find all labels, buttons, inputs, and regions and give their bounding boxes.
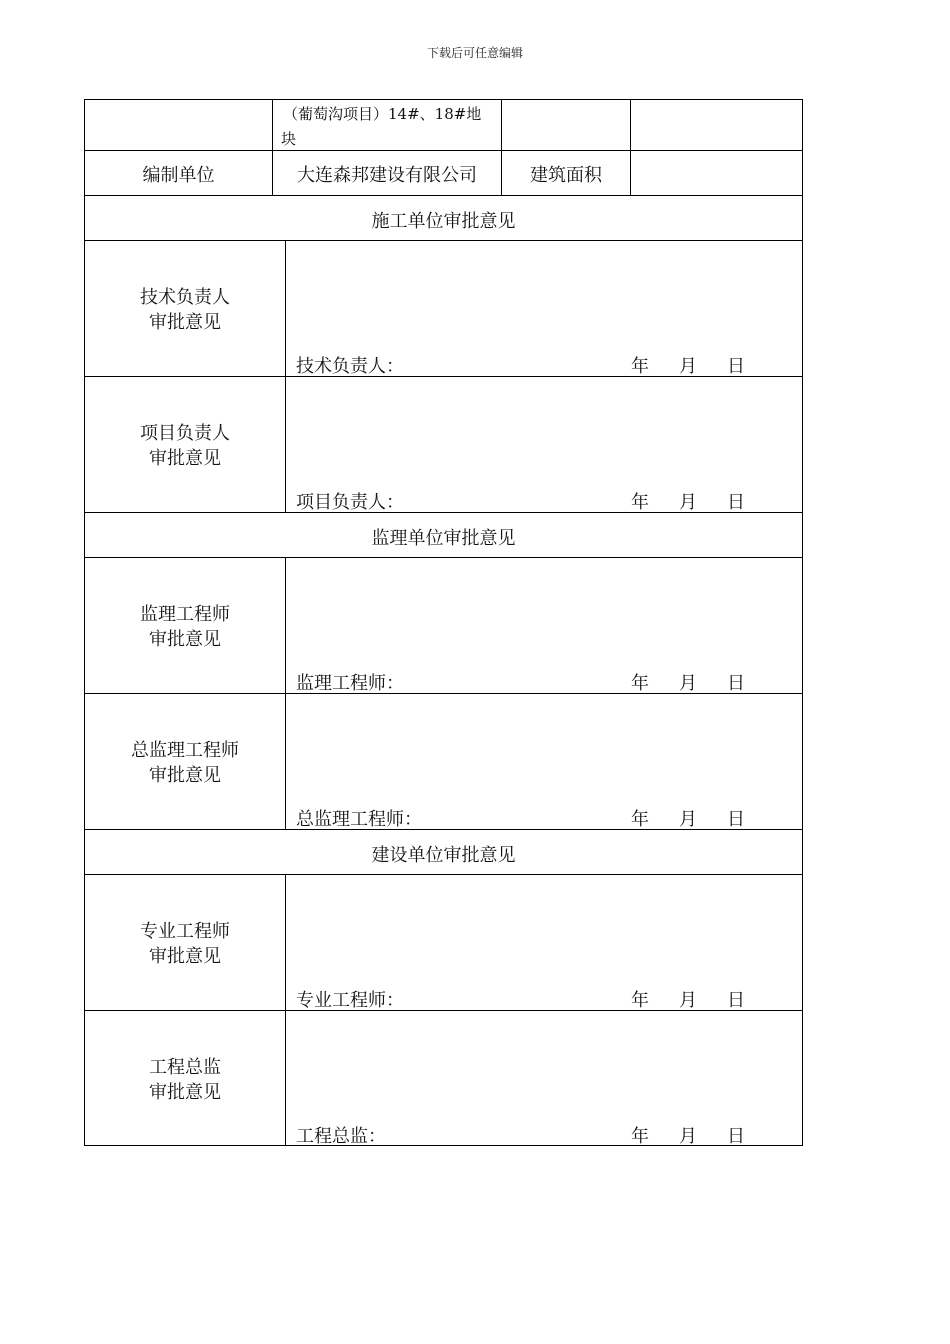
year-label: 年 [631,673,649,694]
row-divider [84,557,803,558]
row-label-line2: 审批意见 [149,946,221,967]
header-note: 下载后可任意编辑 [426,46,523,60]
date-fields [631,986,775,1012]
year-label: 年 [631,492,649,513]
day-label: 日 [727,990,745,1011]
year-label: 年 [631,1126,649,1147]
date-fields [631,352,775,378]
row-label [85,919,285,969]
date-fields [631,805,775,831]
year-label: 年 [631,990,649,1011]
day-label: 日 [727,1126,745,1147]
month-label: 月 [679,492,697,513]
row-label-line1: 技术负责人 [140,287,230,308]
month-label: 月 [679,809,697,830]
month-label: 月 [679,673,697,694]
row-label [85,285,285,335]
month-label: 月 [679,990,697,1011]
date-fields [631,488,775,514]
section-header-supervision: 监理单位审批意见 [371,528,516,549]
project-name-line2: 块 [281,130,297,148]
signer-label: 专业工程师： [296,990,404,1011]
area-label: 建筑面积 [530,165,602,186]
row-label [85,421,285,471]
row-label-line1: 专业工程师 [140,921,230,942]
project-name-line1: （葡萄沟项目）14#、18#地 [283,105,482,123]
year-label: 年 [631,809,649,830]
row-divider [84,874,803,875]
day-label: 日 [727,809,745,830]
row-label [85,602,285,652]
signer-label: 监理工程师： [296,673,404,694]
col-divider [630,99,631,195]
year-label: 年 [631,356,649,377]
row-label-line2: 审批意见 [149,629,221,650]
section-header-construction: 施工单位审批意见 [371,211,516,232]
row-label-line2: 审批意见 [149,312,221,333]
date-fields [631,669,775,695]
row-label-line2: 审批意见 [149,448,221,469]
signer-label: 工程总监： [296,1126,386,1147]
row-divider [84,240,803,241]
month-label: 月 [679,1126,697,1147]
signer-label: 技术负责人： [296,356,404,377]
row-label-line2: 审批意见 [149,1082,221,1103]
signer-label: 项目负责人： [296,492,404,513]
row-label-line1: 总监理工程师 [131,740,239,761]
row-divider [84,195,803,196]
row-label-line1: 监理工程师 [140,604,230,625]
signer-label: 总监理工程师： [296,809,422,830]
col-divider [285,240,286,512]
row-divider [84,150,803,151]
day-label: 日 [727,492,745,513]
unit-label: 编制单位 [142,165,215,186]
section-header-owner: 建设单位审批意见 [371,845,516,866]
unit-value: 大连森邦建设有限公司 [297,165,477,186]
day-label: 日 [727,673,745,694]
col-divider [285,874,286,1146]
date-fields [631,1122,775,1148]
row-label [85,1055,285,1105]
month-label: 月 [679,356,697,377]
row-label-line2: 审批意见 [149,765,221,786]
row-label [85,738,285,788]
row-label-line1: 工程总监 [149,1057,221,1078]
day-label: 日 [727,356,745,377]
row-label-line1: 项目负责人 [140,423,230,444]
col-divider [285,557,286,829]
